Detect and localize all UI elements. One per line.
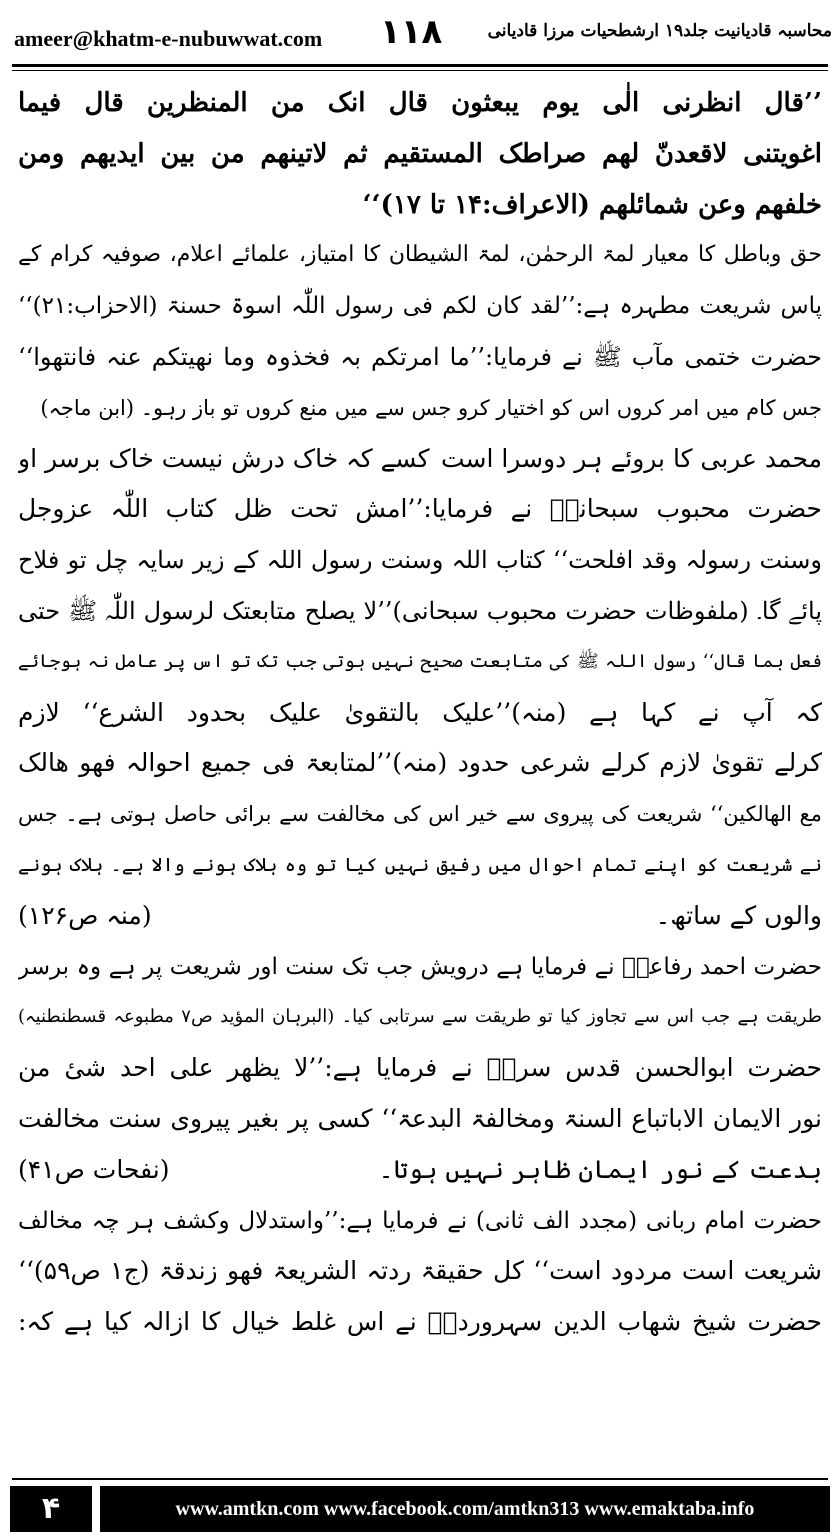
text-line: کہ آپ نے کہا ہے (منہ)’’علیک بالتقویٰ علیک بحدود الشرع‘‘ لازم	[18, 697, 822, 727]
text-line-with-reference	[18, 891, 822, 942]
page-footer	[0, 1478, 840, 1540]
text-line: حضرت محبوب سبحانیؒ نے فرمایا:’’امش تحت ظل کتاب اللّٰہ عزوجل	[18, 494, 822, 524]
text-line-with-reference	[18, 1145, 822, 1196]
text-line: حضرت ابوالحسن قدس سرہٗ نے فرمایا ہے:’’لا یظهر علی احد شیٔ من	[18, 1053, 822, 1083]
text-line-end: بدعت کے نور ایمان ظاہر نہیں ہوتا۔	[378, 1154, 822, 1184]
reference-label: (نفحات ص۴۱)	[18, 1154, 170, 1184]
text-line: نے شریعت کو اپنے تمام احوال میں رفیق نہیں کیا تو وہ ہلاک ہونے والا ہے۔ ہلاک ہونے	[18, 853, 822, 876]
text-line: حضرت شیخ شهاب الدین سہروردیؒ نے اس غلط خیال کا ازالہ کیا ہے کہ:	[18, 1307, 822, 1337]
text-line: مع الهالکین‘‘ شریعت کی پیروی سے خیر اس کی مخالفت سے برائی حاصل ہوتی ہے۔ جس	[18, 802, 822, 827]
footer-page-number: ۴	[10, 1486, 92, 1532]
header-rule	[12, 64, 828, 67]
text-line: اغویتنی لاقعدنّ لهم صراطک المستقیم ثم لاتینهم من بین ایدیهم ومن	[18, 138, 822, 169]
header-rule-thin	[12, 70, 828, 71]
text-line: جس کام میں امر کروں اس کو اختیار کرو جس سے میں منع کروں تو باز رہو۔ (ابن ماجہ)	[40, 395, 822, 420]
verse-first-half: محمد عربی کا بروئے ہر دوسرا است	[440, 443, 822, 473]
reference-label: (منہ ص۱۲۶)	[18, 900, 152, 930]
text-line: وسنت رسولہ وقد افلحت‘‘ کتاب اللہ وسنت رسول اللہ کے زیر سایہ چل تو فلاح	[18, 546, 822, 575]
header-book-title: محاسبہ قادیانیت جلد۱۹ ارشطحیات مرزا قادیانی	[487, 21, 832, 41]
text-line-end: والوں کے ساتھ۔	[655, 900, 822, 930]
text-line: حضرت احمد رفاعیؒ نے فرمایا ہے درویش جب تک سنت اور شریعت پر ہے وہ برسر	[18, 953, 822, 980]
text-line: حضرت ختمی مآب ﷺ نے فرمایا:’’ما امرتکم بہ فخذوہ وما نهیتکم عنہ فانتهوا‘‘	[18, 342, 822, 371]
verse-line	[18, 434, 822, 485]
text-line: حق وباطل کا معیار لمۃ الرحمٰن، لمۃ الشیطان کا امتیاز، علمائے اعلام، صوفیہ کرام کے	[18, 242, 822, 268]
text-line: طریقت ہے جب اس سے تجاوز کیا تو طریقت سے سرتابی کیا۔ (البرہان المؤید ص۷ مطبوعہ قسطنطنیہ)	[18, 1006, 822, 1028]
text-line: ’’قال انظرنی الٰی یوم یبعثون قال انک من المنظرین قال فیما	[18, 88, 822, 118]
text-line: فعل بما قال‘‘ رسول اللہ ﷺ کی متابعت صحیح نہیں ہوتی جب تک تو اس پر عامل نہ ہوجائے	[18, 650, 822, 672]
footer-rule	[12, 1478, 828, 1480]
text-line: پاس شریعت مطہرہ ہے:’’لقد کان لکم فی رسول اللّٰہ اسوۃ حسنۃ (الاحزاب:۲۱)‘‘	[18, 293, 822, 320]
text-line: خلفهم وعن شمائلهم (الاعراف:۱۴ تا ۱۷)‘‘	[362, 189, 822, 220]
text-line: پائے گا۔ (ملفوظات حضرت محبوب سبحانی)’’لا یصلح متابعتک لرسول اللّٰہ ﷺ حتی	[18, 596, 822, 625]
text-line: کرلے تقویٰ لازم کرلے شرعی حدود (منہ)’’لمتابعۃ فی جمیع احوالہ فهو هالک	[18, 748, 822, 778]
verse-second-half: کسے کہ خاک درش نیست خاک برسر او	[18, 443, 430, 473]
header-page-number: ۱۱۸	[380, 12, 443, 52]
text-line: حضرت امام ربانی (مجدد الف ثانی) نے فرمایا ہے:’’واستدلال وکشف ہر چہ مخالف	[18, 1207, 822, 1234]
page-body	[18, 78, 822, 1453]
text-line: نور الایمان الاباتباع السنۃ ومخالفۃ البدعۃ‘‘ کسی پر بغیر پیروی سنت مخالفت	[18, 1103, 822, 1133]
text-line: شریعت است مردود است‘‘ کل حقیقۃ ردتہ الشریعۃ فهو زندقۃ (ج۱ ص۵۹)‘‘	[18, 1256, 822, 1286]
page-header	[0, 0, 840, 72]
header-email: ameer@khatm-e-nubuwwat.com	[14, 26, 323, 51]
footer-website-links: www.amtkn.com www.facebook.com/amtkn313 www.emaktaba.info	[100, 1486, 830, 1532]
